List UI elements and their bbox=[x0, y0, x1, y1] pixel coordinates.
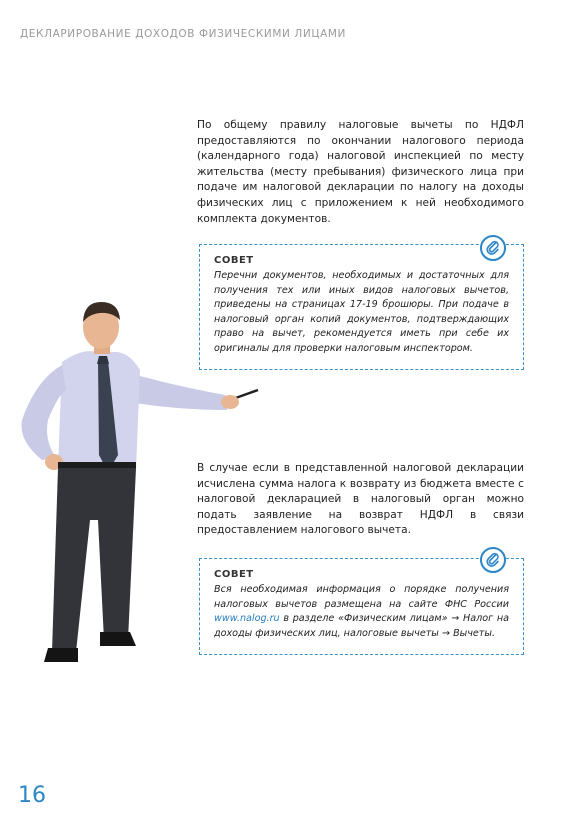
intro-paragraph: По общему правилу налоговые вычеты по НДФЛ предоставляются по окончании налогового периода (календарного года) налоговой инспекцией по месту жительства (месту пребывания) физического лица при подаче им налоговой декларации по налогу на доходы физических лиц с приложением к ней необходимого комплекта документов. bbox=[197, 119, 524, 225]
tip-title: СОВЕТ bbox=[214, 255, 254, 266]
arrow-right-icon: → bbox=[441, 627, 450, 639]
nalog-link[interactable]: www.nalog.ru bbox=[214, 613, 280, 625]
tip-title: СОВЕТ bbox=[214, 569, 254, 580]
arrow-right-icon: → bbox=[451, 613, 460, 625]
running-header: ДЕКЛАРИРОВАНИЕ ДОХОДОВ ФИЗИЧЕСКИМИ ЛИЦАМИ bbox=[20, 28, 346, 40]
page-number: 16 bbox=[18, 783, 46, 808]
tip-text-part: Налог на доходы физических лиц, налоговые вычеты bbox=[214, 613, 509, 639]
refund-paragraph: В случае если в представленной налоговой декларации исчислена сумма налога к возврату из бюджета вместе с налоговой декларацией в налоговый орган можно подать заявление на возврат НДФЛ в связи предоставлением налогового вычета. bbox=[197, 462, 524, 537]
tip-text-part: Вычеты. bbox=[453, 627, 496, 639]
tip-text-part: в разделе «Физическим лицам» bbox=[283, 613, 448, 625]
tip-text: Перечни документов, необходимых и достаточных для получения тех или иных видов налоговых вычетов, приведены на страницах 17-19 брошюры. При подаче в налоговый орган копий документов, подтверждающих право на вычет, рекомендуется иметь при себе их оригиналы для проверки налоговым инспектором. bbox=[214, 270, 509, 354]
tip-text-part: Вся необходимая информация о порядке получения налоговых вычетов размещена на сайте ФНС России bbox=[214, 584, 509, 610]
